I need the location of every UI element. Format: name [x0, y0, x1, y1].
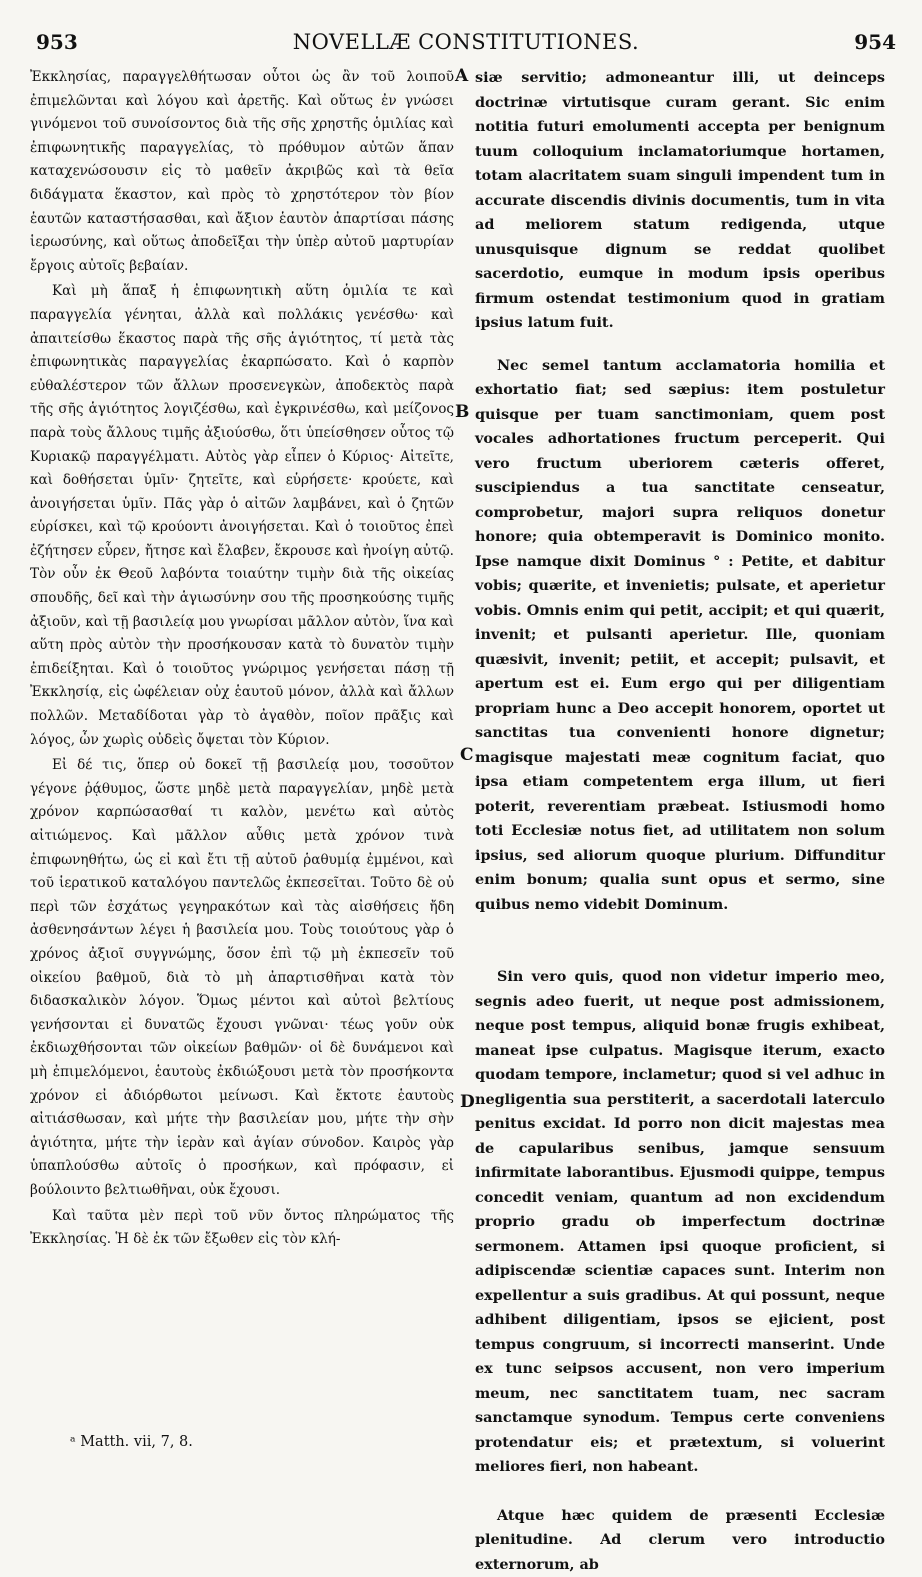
margin-marker-a: A [455, 66, 468, 86]
greek-paragraph-4: Καὶ ταῦτα μὲν περὶ τοῦ νῦν ὄντος πληρώματος τῆς Ἐκκλησίας. Ἡ δὲ ἐκ τῶν ἔξωθεν εἰς τὸν κλή- [30, 1205, 454, 1252]
page-number-left: 953 [36, 30, 78, 54]
margin-marker-d: D [460, 1092, 475, 1112]
latin-paragraph-1: siæ servitio; admoneantur illi, ut deinceps doctrinæ virtutisque curam gerant. Sic enim notitia futuri emolumenti accepta per benignum tuum colloquium inclamatoriumque hortamen, totam alacritatem suam singuli impendent tum in accurate discendis divinis documentis, tum in vita ad meliorem statum redigenda, utque unusquisque dignum se reddat quolibet sacerdotio, eumque in modum ipsis operibus firmum ostendat testimonium quod in gratiam ipsius latum fuit. [475, 66, 885, 336]
margin-marker-b: B [455, 402, 469, 422]
greek-paragraph-2: Καὶ μὴ ἅπαξ ἡ ἐπιφωνητικὴ αὕτη ὁμιλία τε καὶ παραγγελία γένηται, ἀλλὰ καὶ πολλάκις γενέσθω· καὶ ἀπαιτείσθω ἕκαστος παρὰ τῆς σῆς ἁγιότητος, τί μετὰ τὰς ἐπιφωνητικὰς παραγγελίας ἐκαρπώσατο. Καὶ ὁ καρπὸν εὐθαλέστερον τῶν ἄλλων προσενεγκὼν, ἀποδεκτὸς παρὰ τῆς σῆς ἁγιότητος λογιζέσθω, καὶ ἐγκρινέσθω, καὶ μείζονος παρὰ τοὺς ἄλλους τιμῆς ἀξιούσθω, ὅτι ὑπείσθησεν οὗτος τῷ Κυριακῷ παραγγέλματι. Αὐτὸς γὰρ εἶπεν ὁ Κύριος· Αἰτεῖτε, καὶ δοθήσεται ὑμῖν· ζητεῖτε, καὶ εὑρήσετε· κρούετε, καὶ ἀνοιγήσεται ὑμῖν. Πᾶς γὰρ ὁ αἰτῶν λαμβάνει, καὶ ὁ ζητῶν εὑρίσκει, καὶ τῷ κρούοντι ἀνοιγήσεται. Καὶ ὁ τοιοῦτος ἐπεὶ ἐζήτησεν εὗρεν, ἤτησε καὶ ἔλαβεν, ἔκρουσε καὶ ἠνοίγη αὐτῷ. Τὸν οὖν ἐκ Θεοῦ λαβόντα τοιαύτην τιμὴν διὰ τῆς οἰκείας σπουδῆς, δεῖ καὶ τὴν ἁγιωσύνην σου τῆς προσηκούσης τιμῆς ἀξιοῦν, καὶ τῇ βασιλείᾳ μου γνωρίσαι μᾶλλον αὐτὸν, ἵνα καὶ αὕτη πρὸς αὐτὸν τὴν προσήκουσαν κατὰ τὸ δυνατὸν τιμὴν ἐπιδείξηται. Καὶ ὁ τοιοῦτος γνώριμος γενήσεται πάσῃ τῇ Ἐκκλησίᾳ, εἰς ὠφέλειαν οὐχ ἑαυτοῦ μόνον, ἀλλὰ καὶ ἄλλων πολλῶν. Μεταδίδοται γὰρ τὸ ἀγαθὸν, ποῖον πρᾶξις καὶ λόγος, ὧν χωρὶς οὐδεὶς ὄψεται τὸν Κύριον. [30, 280, 454, 752]
page-header [36, 30, 896, 60]
page-number-right: 954 [854, 30, 896, 54]
latin-paragraph-4: Atque hæc quidem de præsenti Ecclesiæ plenitudine. Ad clerum vero introductio externorum, ab [475, 1504, 885, 1577]
footnote: ᵃ Matth. vii, 7, 8. [70, 1434, 193, 1450]
greek-column [30, 66, 454, 1252]
margin-marker-c: C [460, 745, 474, 765]
running-title: NOVELLÆ CONSTITUTIONES. [36, 30, 896, 54]
latin-paragraph-3: Sin vero quis, quod non videtur imperio meo, segnis adeo fuerit, ut neque post admissionem, neque post tempus, aliquid bonæ frugis exhibeat, maneat ipse culpatus. Magisque iterum, exacto quodam tempore, inclametur; quod si vel adhuc in negligentia sua perstiterit, a sacerdotali laterculo penitus excidat. Id porro non dicit majestas mea de capularibus senibus, jamque sensuum infirmitate laborantibus. Ejusmodi quippe, tempus concedit veniam, quantum ad non excidendum proprio gradu ob imperfectum doctrinæ sermonem. Attamen ipsi quoque proficient, si adipiscendæ scientiæ capaces sunt. Interim non expellentur a suis gradibus. At qui possunt, neque adhibent diligentiam, ipsos se ejicient, post tempus congruum, si incorrecti manserint. Unde ex tunc seipsos accusent, non vero imperium meum, nec sanctitatem tuam, nec sacram sanctamque synodum. Tempus certe conveniens protendatur eis; et prætextum, si voluerint meliores fieri, non habeant. [475, 965, 885, 1480]
greek-paragraph-3: Εἰ δέ τις, ὅπερ οὐ δοκεῖ τῇ βασιλείᾳ μου, τοσοῦτον γέγονε ῥᾴθυμος, ὥστε μηδὲ μετὰ παραγγελίαν, μηδὲ μετὰ χρόνον καρπώσασθαί τι καλὸν, μενέτω καὶ αὐτὸς αἰτιώμενος. Καὶ μᾶλλον αὖθις μετὰ χρόνον τινὰ ἐπιφωνηθήτω, ὡς εἰ καὶ ἔτι τῇ αὐτοῦ ῥαθυμίᾳ ἐμμένοι, καὶ τοῦ ἱερατικοῦ καταλόγου παντελῶς ἐκπεσεῖται. Τοῦτο δὲ οὐ περὶ τῶν ἐσχάτως γεγηρακότων καὶ τὰς αἰσθήσεις ἤδη ἀσθενησάντων λέγει ἡ βασιλεία μου. Τοὺς τοιούτους γὰρ ὁ χρόνος ἀξιοῖ συγγνώμης, ὅσον ἐπὶ τῷ μὴ ἐκπεσεῖν τοῦ οἰκείου βαθμοῦ, διὰ τὸ μὴ ἀπαρτισθῆναι κατὰ τὸν διδασκαλικὸν λόγον. Ὅμως μέντοι καὶ αὐτοὶ βελτίους γενήσονται εἰ δυνατῶς ἔχουσι γνῶναι· τέως γοῦν οὐκ ἐκδιωχθήσονται τῶν οἰκείων βαθμῶν· οἱ δὲ δυνάμενοι καὶ μὴ ἐπιμελόμενοι, ἑαυτοὺς ἐκδιώξουσι μετὰ τὸν προσήκοντα χρόνον εἰ ἀδιόρθωτοι μείνωσι. Καὶ ἔκτοτε ἑαυτοὺς αἰτιάσθωσαν, καὶ μήτε τὴν βασιλείαν μου, μήτε τὴν σὴν ἁγιότητα, μήτε τὴν ἱερὰν καὶ ἁγίαν σύνοδον. Καιρὸς γὰρ ὑπαπλούσθω αὐτοῖς ὁ προσήκων, καὶ πρόφασιν, εἰ βούλοιντο βελτιωθῆναι, οὐκ ἔχουσι. [30, 754, 454, 1202]
latin-column [475, 66, 885, 1577]
latin-paragraph-2: Nec semel tantum acclamatoria homilia et exhortatio fiat; sed sæpius: item postuletur quisque per tuam sanctimoniam, quem post vocales adhortationes fructum perceperit. Qui vero fructum uberiorem cæteris offeret, suscipiendus a tua sanctitate censeatur, comprobetur, majori supra reliquos donetur honore; quia obtemperavit is Dominico monito. Ipse namque dixit Dominus ° : Petite, et dabitur vobis; quærite, et invenietis; pulsate, et aperietur vobis. Omnis enim qui petit, accipit; et qui quærit, invenit; et pulsanti aperietur. Ille, quoniam quæsivit, invenit; petiit, et accepit; pulsavit, et apertum est ei. Eum ergo qui per diligentiam propriam hunc a Deo accepit honorem, oportet ut sanctitas tua convenienti honore dignetur; magisque majestati meæ cognitum faciat, quo ipsa etiam competentem erga illum, ut fieri poterit, reverentiam præbeat. Istiusmodi homo toti Ecclesiæ notus fiet, ad utilitatem non solum ipsius, sed aliorum quoque plurium. Diffunditur enim bonum; qualia sunt opus et sermo, sine quibus nemo videbit Dominum. [475, 354, 885, 918]
greek-paragraph-1: Ἐκκλησίας, παραγγελθήτωσαν οὗτοι ὡς ἂν τοῦ λοιποῦ ἐπιμελῶνται καὶ λόγου καὶ ἀρετῆς. Καὶ οὕτως ἐν γνώσει γινόμενοι τοῦ συνοίσοντος διὰ τῆς σῆς χρηστῆς ὁμιλίας καὶ ἐπιφωνητικῆς παραγγελίας, τὸ πρόθυμον αὐτῶν ἅπαν καταχενώσουσιν εἰς τὸ μαθεῖν ἀκριβῶς καὶ τὰ θεῖα διδάγματα ἕκαστον, καὶ πρὸς τὸ χρηστότερον τὸν βίον ἑαυτῶν καταστήσασθαι, καὶ ἄξιον ἑαυτὸν ἀπαρτίσαι πάσης ἱερωσύνης, καὶ οὕτως ἀποδεῖξαι τὴν ὑπὲρ αὐτοῦ μαρτυρίαν ἔργοις αὐτοῖς βεβαίαν. [30, 66, 454, 278]
